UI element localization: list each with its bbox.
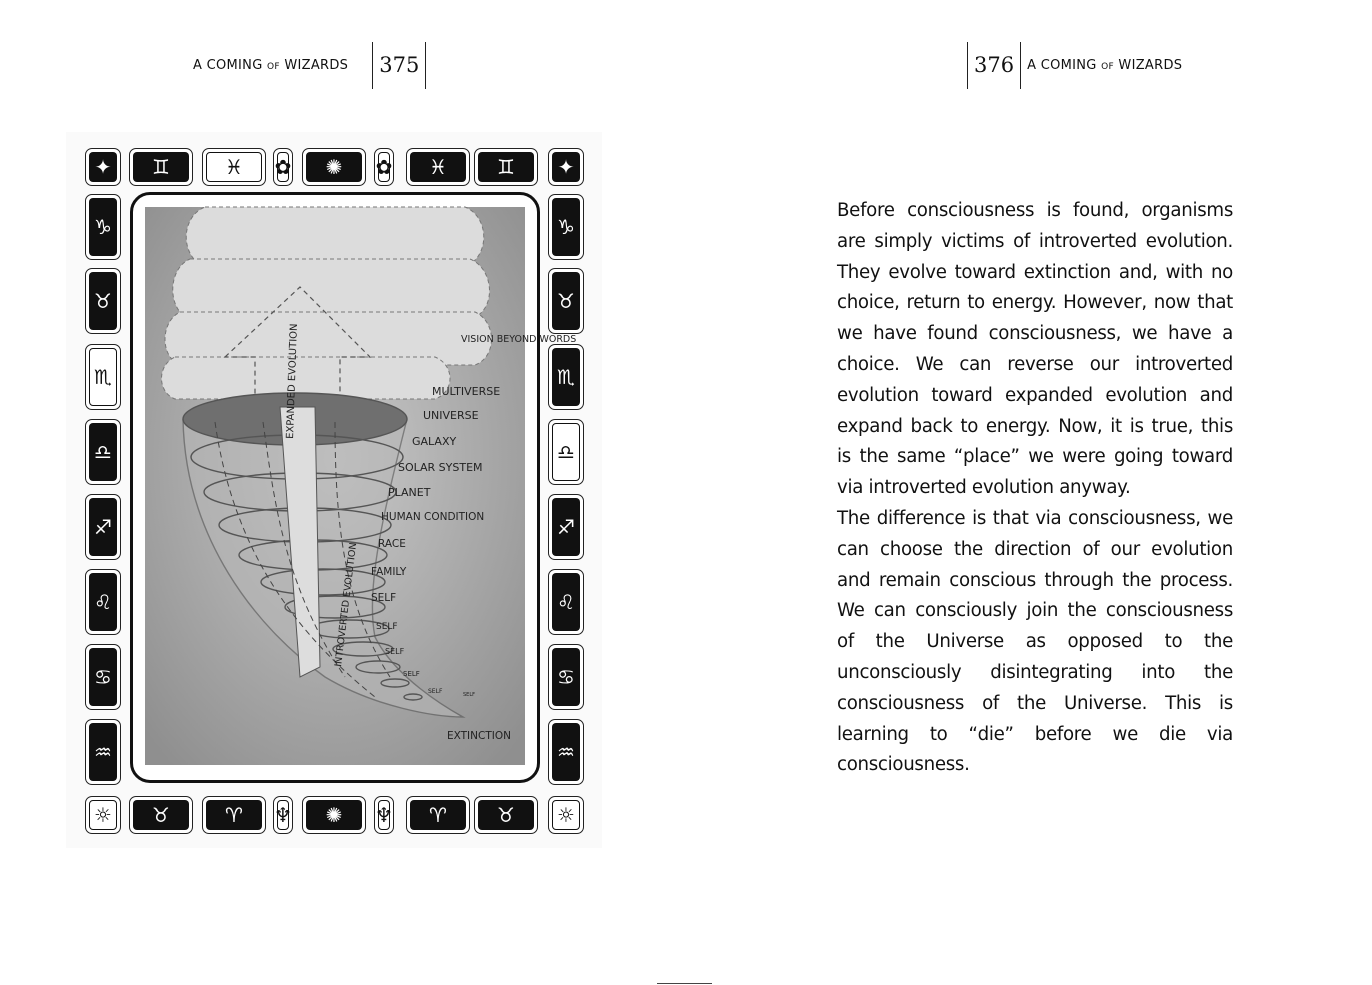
- label-galaxy: GALAXY: [412, 435, 457, 448]
- vitruvian-icon: ✺: [302, 796, 366, 834]
- body-paragraph-1: Before consciousness is found, organisms are simply victims of introverted evolution. They evolve toward extinction and, with no choice, return to energy. However, now that we have found consciousness, we have a choice. We can reverse our introverted evolution toward expanded evolution and expand back to energy. Now, it is true, this is the same “place” we were going toward via introverted evolution anyway.: [837, 200, 1233, 499]
- star-icon: ✦: [85, 148, 121, 186]
- water-bearer-icon: ♒: [548, 719, 584, 785]
- running-head-left: [193, 42, 426, 89]
- running-head-title: A COMING OF WIZARDS: [193, 58, 349, 73]
- rose-icon: ✿: [374, 148, 394, 186]
- sun-icon: ☼: [85, 796, 121, 834]
- page-number: 376: [967, 42, 1021, 89]
- sun-icon: ☼: [548, 796, 584, 834]
- running-head-title: A COMING OF WIZARDS: [1027, 58, 1183, 73]
- label-self: SELF: [428, 688, 443, 695]
- label-introverted-evolution: INTROVERTED EVOLUTION: [333, 542, 360, 668]
- running-head-right: [967, 42, 1182, 89]
- goat-icon: ♑: [548, 194, 584, 260]
- fish-icon: ♓: [202, 148, 266, 186]
- gutter-divider: [657, 983, 712, 984]
- label-human-condition: HUMAN CONDITION: [381, 511, 485, 523]
- page-number: 375: [372, 42, 426, 89]
- goat-icon: ♑: [85, 194, 121, 260]
- fish-icon: ♓: [406, 148, 470, 186]
- label-multiverse: MULTIVERSE: [432, 385, 501, 398]
- label-self: SELF: [463, 692, 475, 698]
- rose-icon: ✿: [273, 148, 293, 186]
- label-universe: UNIVERSE: [423, 409, 479, 422]
- label-solar-system: SOLAR SYSTEM: [398, 461, 483, 474]
- label-vision: VISION BEYOND WORDS: [461, 334, 577, 345]
- label-race: RACE: [378, 538, 406, 550]
- illustration-panel: [66, 132, 602, 848]
- crab-icon: ♋: [85, 644, 121, 710]
- star-icon: ✦: [548, 148, 584, 186]
- label-self: SELF: [371, 592, 397, 604]
- water-bearer-icon: ♒: [85, 719, 121, 785]
- crab-icon: ♋: [548, 644, 584, 710]
- archer-icon: ♐: [548, 494, 584, 560]
- label-self: SELF: [376, 622, 398, 632]
- flame-icon: ♆: [273, 796, 293, 834]
- evolution-vortex-drawing: [145, 207, 577, 765]
- vortex-svg: [145, 207, 577, 765]
- label-planet: PLANET: [388, 486, 431, 499]
- label-expanded-evolution: EXPANDED EVOLUTION: [285, 323, 301, 440]
- bull-head-icon: ♉: [474, 796, 538, 834]
- scales-icon: ♎: [548, 419, 584, 485]
- scorpion-icon: ♏: [548, 344, 584, 410]
- right-page: [686, 0, 1372, 985]
- flame-icon: ♆: [374, 796, 394, 834]
- label-family: FAMILY: [371, 566, 407, 578]
- ram-icon: ♈: [406, 796, 470, 834]
- label-self: SELF: [385, 647, 405, 656]
- scales-icon: ♎: [85, 419, 121, 485]
- bull-icon: ♉: [548, 268, 584, 334]
- expanded-cloud-bands: [162, 207, 492, 399]
- body-paragraph-2: The difference is that via consciousness, we can choose the direction of our evolution and remain conscious through the process. We can consciously join the consciousness of the Universe as opposed to the unconsciously disintegrating into the consciousness of the Universe. This is learning to “die” before we die via consciousness.: [837, 508, 1233, 776]
- scorpion-icon: ♏: [85, 344, 121, 410]
- twins-icon: ♊: [129, 148, 193, 186]
- bull-head-icon: ♉: [129, 796, 193, 834]
- lion-icon: ♌: [548, 569, 584, 635]
- archer-icon: ♐: [85, 494, 121, 560]
- label-extinction: EXTINCTION: [447, 730, 511, 742]
- bull-icon: ♉: [85, 268, 121, 334]
- illustration-frame: [130, 192, 577, 783]
- twins-icon: ♊: [474, 148, 538, 186]
- lion-icon: ♌: [85, 569, 121, 635]
- label-self: SELF: [403, 670, 420, 678]
- ram-icon: ♈: [202, 796, 266, 834]
- vitruvian-icon: ✺: [302, 148, 366, 186]
